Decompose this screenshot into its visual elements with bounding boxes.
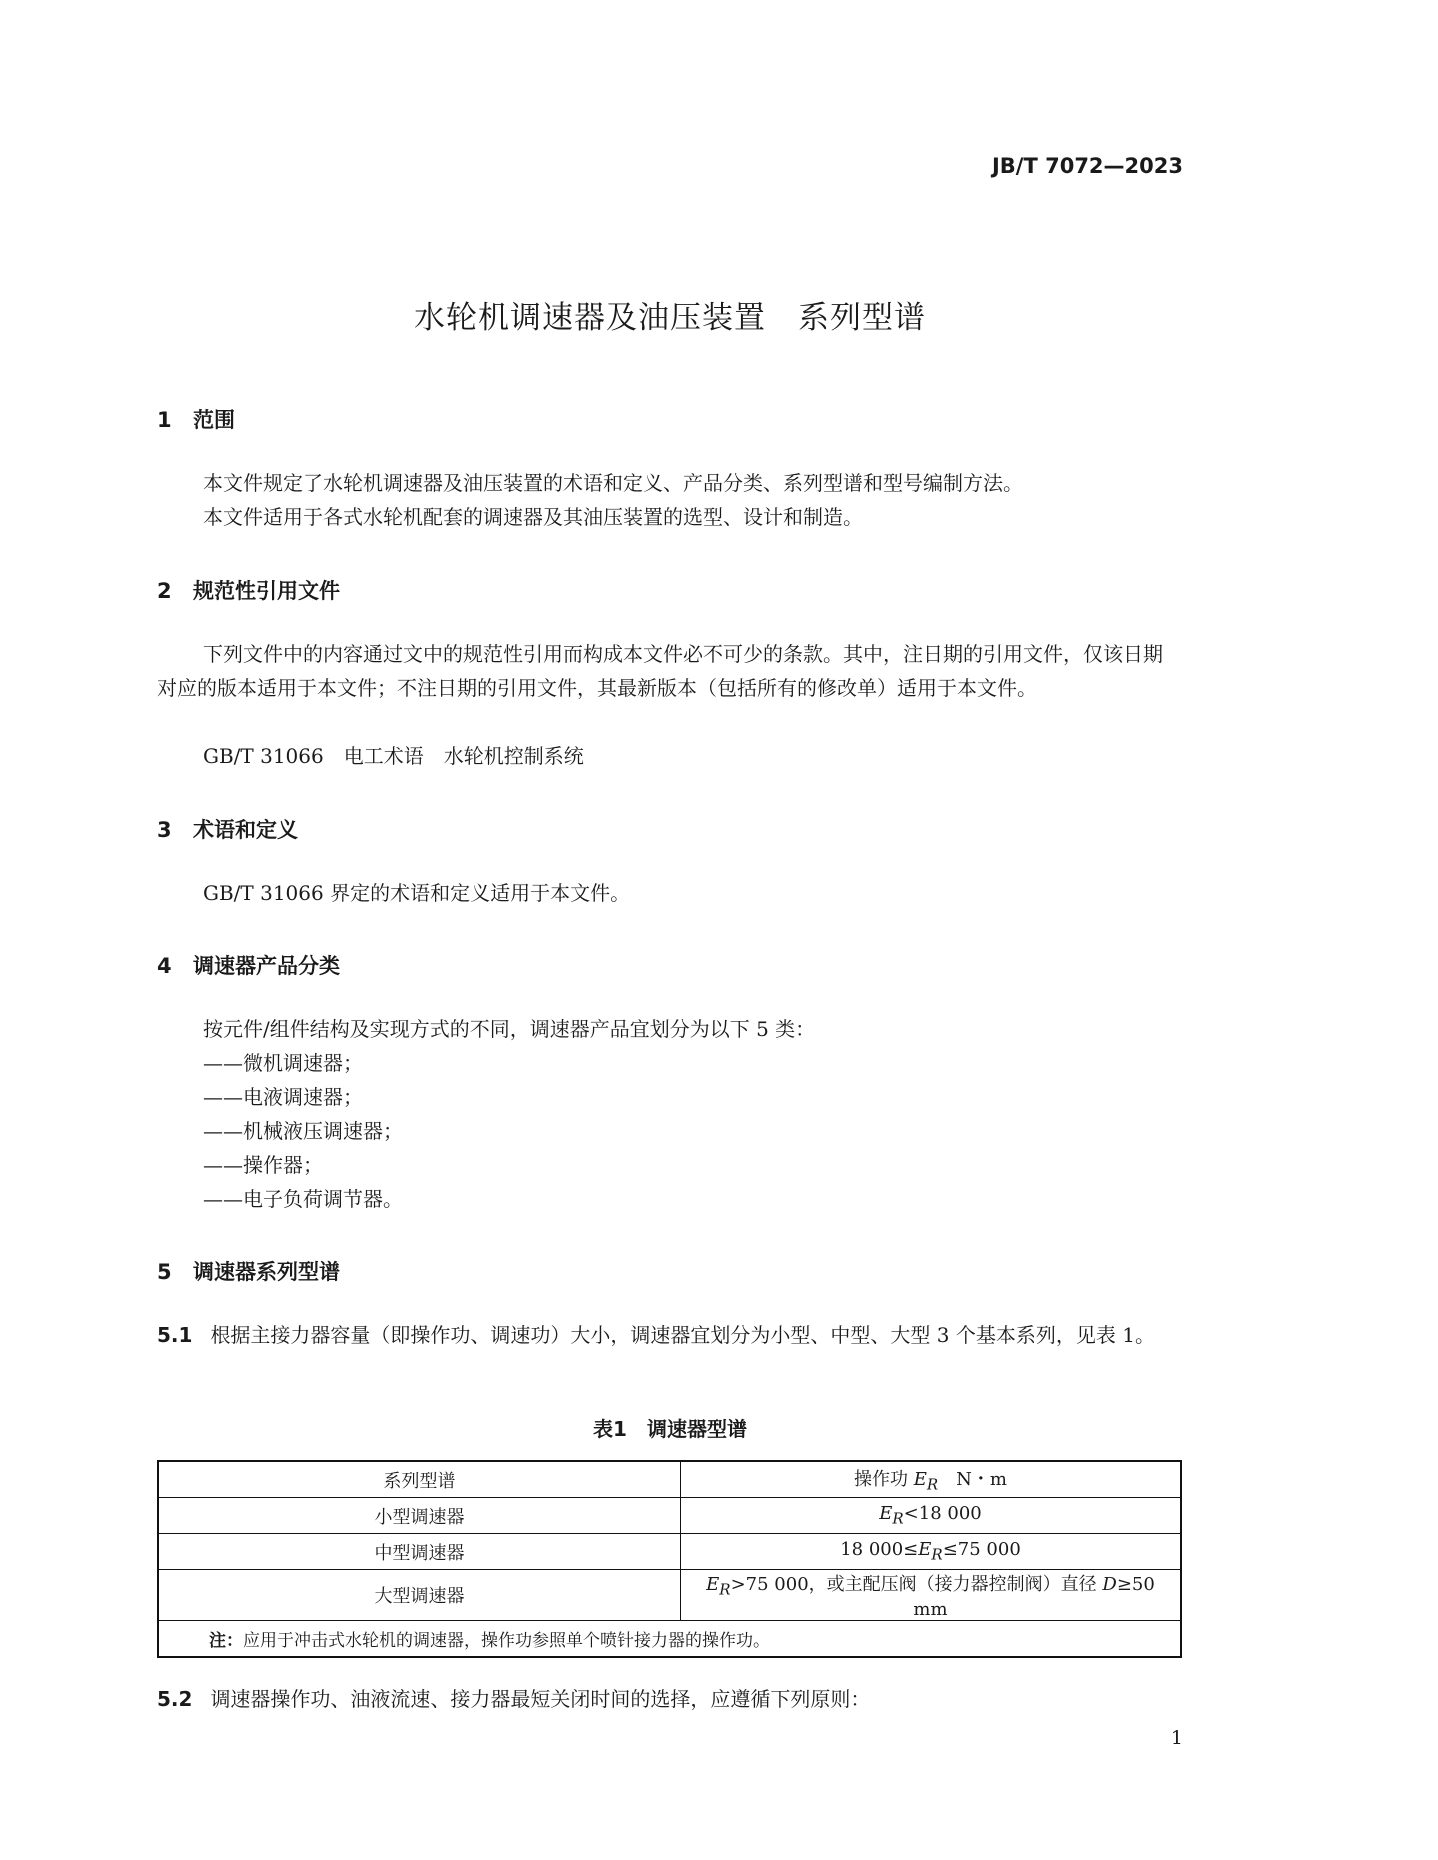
list-item: ——电子负荷调节器。 <box>203 1187 403 1211</box>
table-cell-series: 中型调速器 <box>158 1534 681 1570</box>
page-number: 1 <box>1170 1727 1183 1749</box>
clause-text: 调速器操作功、油液流速、接力器最短关闭时间的选择，应遵循下列原则： <box>210 1687 871 1711</box>
table-cell-value: $E_R>75$ 000，或主配压阀（接力器控制阀）直径 D≥50 mm <box>681 1570 1182 1621</box>
table-note-row <box>158 1620 1181 1657</box>
governor-series-table <box>157 1460 1182 1658</box>
section-title: 规范性引用文件 <box>193 579 340 603</box>
section-2-heading <box>157 575 340 605</box>
list-item: ——机械液压调速器； <box>203 1119 403 1143</box>
clause-text: 根据主接力器容量（即操作功、调速功）大小，调速器宜划分为小型、中型、大型 3 个基本系列，见表 1。 <box>210 1323 1155 1347</box>
table-row <box>158 1534 1181 1570</box>
section-2-paragraph-1: 下列文件中的内容通过文中的规范性引用而构成本文件必不可少的条款。其中，注日期的引用文件，仅该日期对应的版本适用于本文件；不注日期的引用文件，其最新版本（包括所有的修改单）适用于本文件。 <box>157 642 1163 700</box>
list-item: ——电液调速器； <box>203 1085 363 1109</box>
clause-5-2 <box>157 1682 1181 1716</box>
list-item: ——操作器； <box>203 1153 323 1177</box>
table-cell-series: 小型调速器 <box>158 1498 681 1534</box>
clause-5-1 <box>157 1318 1181 1352</box>
section-3-heading <box>157 814 298 844</box>
document-code: JB/T 7072—2023 <box>991 154 1183 178</box>
table-note: 注：应用于冲击式水轮机的调速器，操作功参照单个喷针接力器的操作功。 <box>158 1620 1181 1657</box>
normative-reference: GB/T 31066 电工术语 水轮机控制系统 <box>203 744 584 768</box>
clause-number: 5.2 <box>157 1687 193 1711</box>
table-1-title: 表1 调速器型谱 <box>593 1417 747 1441</box>
list-item: ——微机调速器； <box>203 1051 363 1075</box>
table-cell-value: $E_R<18$ 000 <box>681 1498 1182 1534</box>
section-number: 2 <box>157 579 172 603</box>
section-title: 术语和定义 <box>193 818 298 842</box>
table-cell-value: 18 $000\le E_R\le 75$ 000 <box>681 1534 1182 1570</box>
section-4-paragraph-1: 按元件/组件结构及实现方式的不同，调速器产品宜划分为以下 5 类： <box>203 1017 816 1041</box>
section-number: 1 <box>157 408 172 432</box>
section-title: 范围 <box>193 408 235 432</box>
section-5-heading <box>157 1256 340 1286</box>
document-title: 水轮机调速器及油压装置 系列型谱 <box>414 300 926 336</box>
section-number: 3 <box>157 818 172 842</box>
section-1-heading <box>157 404 235 434</box>
clause-number: 5.1 <box>157 1323 193 1347</box>
section-1-paragraph-1: 本文件规定了水轮机调速器及油压装置的术语和定义、产品分类、系列型谱和型号编制方法。 <box>203 471 1023 495</box>
table-cell-series: 大型调速器 <box>158 1570 681 1621</box>
section-title: 调速器系列型谱 <box>193 1260 340 1284</box>
section-1-paragraph-2: 本文件适用于各式水轮机配套的调速器及其油压装置的选型、设计和制造。 <box>203 505 863 529</box>
section-title: 调速器产品分类 <box>193 954 340 978</box>
section-number: 4 <box>157 954 172 978</box>
table-header-operating-work: 操作功 $E_R$ N・m <box>681 1461 1182 1498</box>
section-3-paragraph-1: GB/T 31066 界定的术语和定义适用于本文件。 <box>203 881 631 905</box>
table-row <box>158 1570 1181 1621</box>
table-header-series: 系列型谱 <box>158 1461 681 1498</box>
table-row <box>158 1498 1181 1534</box>
section-number: 5 <box>157 1260 172 1284</box>
table-header-row <box>158 1461 1181 1498</box>
section-4-heading <box>157 950 340 980</box>
